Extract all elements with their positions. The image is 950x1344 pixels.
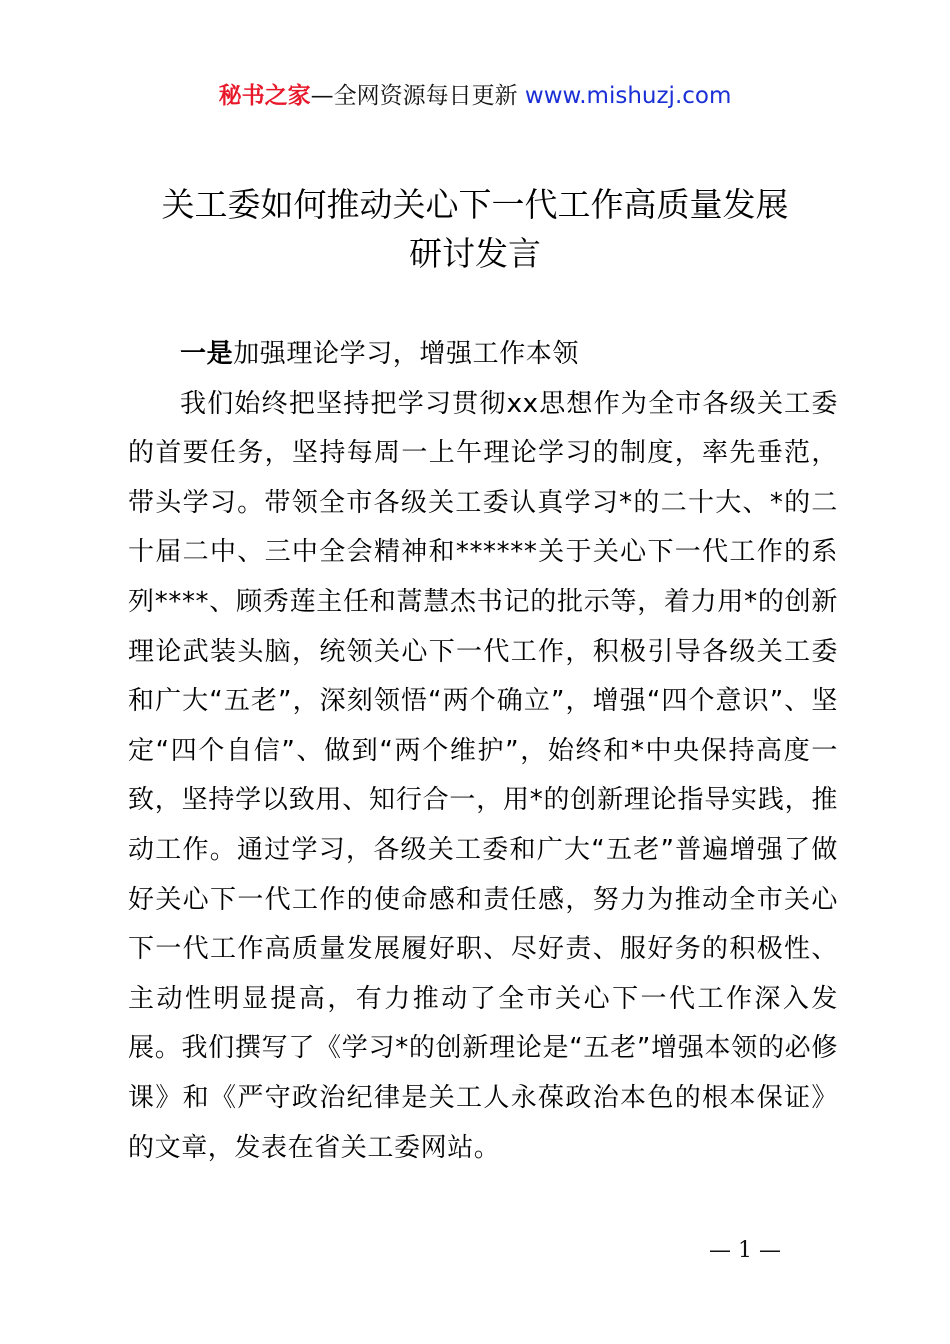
section-heading-text: 加强理论学习，增强工作本领 [233,339,580,369]
document-title-line-1: 关工委如何推动关心下一代工作高质量发展 [161,185,789,224]
document-title-line-2: 研讨发言 [409,234,541,273]
site-url-link[interactable]: www.mishuzj.com [524,83,732,109]
section-heading [128,330,838,380]
page-number: — 1 — [709,1238,781,1263]
site-banner [0,80,950,112]
document-body [128,330,838,1173]
document-title [60,180,890,278]
body-paragraph: 我们始终把坚持把学习贯彻xx思想作为全市各级关工委的首要任务，坚持每周一上午理论学习的制度，率先垂范，带头学习。带领全市各级关工委认真学习*的二十大、*的二十届二中、三中全会精神和******关于关心下一代工作的系列****、顾秀莲主任和蒿慧杰书记的批示等，着力用*的创新理论武装头脑，统领关心下一代工作，积极引导各级关工委和广大“五老”，深刻领悟“两个确立”，增强“四个意识”、坚定“四个自信”、做到“两个维护”，始终和*中央保持高度一致，坚持学以致用、知行合一，用*的创新理论指导实践，推动工作。通过学习，各级关工委和广大“五老”普遍增强了做好关心下一代工作的使命感和责任感，努力为推动全市关心下一代工作高质量发展履好职、尽好责、服好务的积极性、主动性明显提高，有力推动了全市关心下一代工作深入发展。我们撰写了《学习*的创新理论是“五老”增强本领的必修课》和《严守政治纪律是关工人永葆政治本色的根本保证》的文章，发表在省关工委网站。 [128,388,838,1163]
site-brand-name: 秘书之家 [218,83,311,109]
site-tagline: —全网资源每日更新 [310,83,518,109]
section-marker: 一是 [180,339,234,369]
